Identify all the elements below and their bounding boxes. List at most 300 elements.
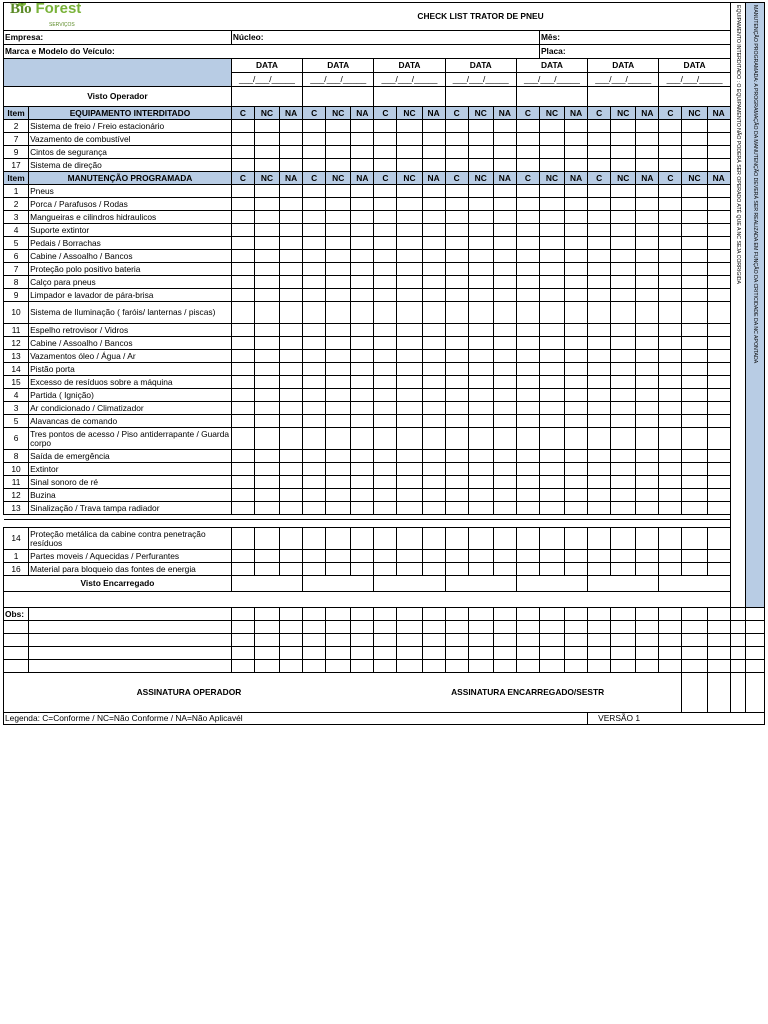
check-cell[interactable] (516, 211, 539, 224)
check-cell[interactable] (659, 120, 682, 133)
obs-input[interactable] (29, 634, 232, 647)
check-cell[interactable] (422, 528, 445, 550)
obs-cell[interactable] (280, 660, 303, 673)
check-cell[interactable] (422, 302, 445, 324)
check-cell[interactable] (280, 402, 303, 415)
check-cell[interactable] (516, 528, 539, 550)
obs-cell[interactable] (326, 608, 351, 621)
check-cell[interactable] (231, 211, 254, 224)
check-cell[interactable] (280, 376, 303, 389)
check-cell[interactable] (374, 528, 397, 550)
check-cell[interactable] (254, 237, 279, 250)
check-cell[interactable] (280, 198, 303, 211)
check-cell[interactable] (254, 185, 279, 198)
check-cell[interactable] (351, 337, 374, 350)
check-cell[interactable] (493, 350, 516, 363)
check-cell[interactable] (565, 389, 588, 402)
check-cell[interactable] (422, 276, 445, 289)
check-cell[interactable] (326, 198, 351, 211)
check-cell[interactable] (326, 237, 351, 250)
check-cell[interactable] (565, 211, 588, 224)
check-cell[interactable] (493, 389, 516, 402)
check-cell[interactable] (303, 463, 326, 476)
visto-encarregado-cell[interactable] (588, 576, 659, 592)
check-cell[interactable] (351, 276, 374, 289)
check-cell[interactable] (539, 302, 564, 324)
obs-cell[interactable] (730, 660, 745, 673)
check-cell[interactable] (422, 463, 445, 476)
obs-input[interactable] (29, 647, 232, 660)
check-cell[interactable] (280, 363, 303, 376)
check-cell[interactable] (445, 302, 468, 324)
check-cell[interactable] (374, 185, 397, 198)
check-cell[interactable] (565, 250, 588, 263)
check-cell[interactable] (636, 476, 659, 489)
obs-cell[interactable] (326, 621, 351, 634)
signature-operador[interactable]: ASSINATURA OPERADOR (4, 673, 374, 713)
obs-cell[interactable] (493, 634, 516, 647)
check-cell[interactable] (280, 302, 303, 324)
check-cell[interactable] (351, 415, 374, 428)
check-cell[interactable] (516, 363, 539, 376)
check-cell[interactable] (445, 463, 468, 476)
check-cell[interactable] (468, 120, 493, 133)
check-cell[interactable] (611, 120, 636, 133)
check-cell[interactable] (539, 502, 564, 515)
check-cell[interactable] (707, 450, 730, 463)
check-cell[interactable] (374, 463, 397, 476)
check-cell[interactable] (565, 276, 588, 289)
check-cell[interactable] (351, 263, 374, 276)
check-cell[interactable] (445, 428, 468, 450)
check-cell[interactable] (565, 302, 588, 324)
check-cell[interactable] (326, 502, 351, 515)
check-cell[interactable] (611, 133, 636, 146)
check-cell[interactable] (588, 428, 611, 450)
obs-cell[interactable] (303, 634, 326, 647)
check-cell[interactable] (326, 337, 351, 350)
check-cell[interactable] (422, 237, 445, 250)
check-cell[interactable] (493, 263, 516, 276)
check-cell[interactable] (374, 350, 397, 363)
check-cell[interactable] (611, 185, 636, 198)
check-cell[interactable] (516, 120, 539, 133)
obs-cell[interactable] (231, 660, 254, 673)
check-cell[interactable] (707, 185, 730, 198)
check-cell[interactable] (303, 276, 326, 289)
check-cell[interactable] (422, 376, 445, 389)
check-cell[interactable] (397, 363, 422, 376)
check-cell[interactable] (588, 185, 611, 198)
check-cell[interactable] (280, 489, 303, 502)
check-cell[interactable] (422, 289, 445, 302)
check-cell[interactable] (682, 415, 707, 428)
check-cell[interactable] (707, 133, 730, 146)
obs-cell[interactable] (493, 660, 516, 673)
obs-cell[interactable] (707, 660, 730, 673)
mes-field[interactable]: Mês: (539, 31, 730, 45)
check-cell[interactable] (280, 250, 303, 263)
check-cell[interactable] (351, 450, 374, 463)
check-cell[interactable] (682, 363, 707, 376)
obs-cell[interactable] (745, 621, 764, 634)
check-cell[interactable] (280, 276, 303, 289)
check-cell[interactable] (636, 185, 659, 198)
check-cell[interactable] (539, 250, 564, 263)
obs-cell[interactable] (611, 647, 636, 660)
check-cell[interactable] (611, 250, 636, 263)
check-cell[interactable] (493, 237, 516, 250)
check-cell[interactable] (659, 324, 682, 337)
check-cell[interactable] (326, 146, 351, 159)
check-cell[interactable] (682, 350, 707, 363)
check-cell[interactable] (565, 415, 588, 428)
visto-encarregado-cell[interactable] (303, 576, 374, 592)
check-cell[interactable] (280, 463, 303, 476)
check-cell[interactable] (588, 302, 611, 324)
check-cell[interactable] (326, 363, 351, 376)
check-cell[interactable] (659, 463, 682, 476)
check-cell[interactable] (254, 402, 279, 415)
obs-cell[interactable] (516, 647, 539, 660)
check-cell[interactable] (565, 159, 588, 172)
obs-cell[interactable] (254, 621, 279, 634)
check-cell[interactable] (493, 376, 516, 389)
check-cell[interactable] (374, 363, 397, 376)
check-cell[interactable] (659, 450, 682, 463)
obs-cell[interactable] (280, 634, 303, 647)
check-cell[interactable] (280, 159, 303, 172)
check-cell[interactable] (493, 120, 516, 133)
check-cell[interactable] (303, 350, 326, 363)
obs-cell[interactable] (516, 660, 539, 673)
check-cell[interactable] (493, 146, 516, 159)
check-cell[interactable] (611, 502, 636, 515)
check-cell[interactable] (493, 324, 516, 337)
check-cell[interactable] (254, 276, 279, 289)
check-cell[interactable] (254, 363, 279, 376)
check-cell[interactable] (468, 324, 493, 337)
check-cell[interactable] (231, 302, 254, 324)
check-cell[interactable] (231, 363, 254, 376)
check-cell[interactable] (588, 563, 611, 576)
check-cell[interactable] (493, 198, 516, 211)
check-cell[interactable] (231, 159, 254, 172)
check-cell[interactable] (397, 324, 422, 337)
check-cell[interactable] (493, 159, 516, 172)
check-cell[interactable] (303, 289, 326, 302)
obs-cell[interactable] (280, 647, 303, 660)
check-cell[interactable] (397, 198, 422, 211)
check-cell[interactable] (374, 337, 397, 350)
obs-cell[interactable] (588, 634, 611, 647)
check-cell[interactable] (565, 146, 588, 159)
obs-cell[interactable] (397, 647, 422, 660)
visto-operador-cell[interactable] (445, 87, 516, 107)
check-cell[interactable] (351, 550, 374, 563)
check-cell[interactable] (468, 337, 493, 350)
check-cell[interactable] (422, 211, 445, 224)
check-cell[interactable] (636, 302, 659, 324)
check-cell[interactable] (303, 450, 326, 463)
check-cell[interactable] (682, 250, 707, 263)
obs-cell[interactable] (539, 647, 564, 660)
obs-cell[interactable] (351, 634, 374, 647)
check-cell[interactable] (588, 350, 611, 363)
check-cell[interactable] (422, 324, 445, 337)
check-cell[interactable] (303, 337, 326, 350)
obs-cell[interactable] (254, 608, 279, 621)
obs-cell[interactable] (745, 660, 764, 673)
check-cell[interactable] (707, 376, 730, 389)
check-cell[interactable] (565, 198, 588, 211)
check-cell[interactable] (539, 276, 564, 289)
obs-cell[interactable] (539, 660, 564, 673)
check-cell[interactable] (445, 237, 468, 250)
check-cell[interactable] (303, 198, 326, 211)
check-cell[interactable] (280, 450, 303, 463)
check-cell[interactable] (280, 337, 303, 350)
obs-cell[interactable] (231, 634, 254, 647)
check-cell[interactable] (682, 159, 707, 172)
check-cell[interactable] (254, 463, 279, 476)
check-cell[interactable] (397, 337, 422, 350)
check-cell[interactable] (445, 133, 468, 146)
check-cell[interactable] (254, 528, 279, 550)
check-cell[interactable] (422, 476, 445, 489)
check-cell[interactable] (565, 563, 588, 576)
check-cell[interactable] (493, 463, 516, 476)
check-cell[interactable] (516, 237, 539, 250)
obs-cell[interactable] (374, 608, 397, 621)
check-cell[interactable] (326, 463, 351, 476)
check-cell[interactable] (588, 450, 611, 463)
check-cell[interactable] (280, 476, 303, 489)
check-cell[interactable] (280, 146, 303, 159)
check-cell[interactable] (374, 476, 397, 489)
visto-encarregado-cell[interactable] (231, 576, 302, 592)
check-cell[interactable] (397, 376, 422, 389)
check-cell[interactable] (636, 528, 659, 550)
visto-operador-cell[interactable] (588, 87, 659, 107)
check-cell[interactable] (682, 563, 707, 576)
check-cell[interactable] (397, 563, 422, 576)
check-cell[interactable] (303, 224, 326, 237)
check-cell[interactable] (445, 415, 468, 428)
check-cell[interactable] (303, 324, 326, 337)
check-cell[interactable] (539, 350, 564, 363)
check-cell[interactable] (445, 450, 468, 463)
check-cell[interactable] (231, 120, 254, 133)
check-cell[interactable] (516, 376, 539, 389)
check-cell[interactable] (516, 324, 539, 337)
check-cell[interactable] (445, 185, 468, 198)
check-cell[interactable] (397, 237, 422, 250)
check-cell[interactable] (707, 211, 730, 224)
check-cell[interactable] (565, 463, 588, 476)
signature-encarregado[interactable]: ASSINATURA ENCARREGADO/SESTR (374, 673, 682, 713)
check-cell[interactable] (611, 476, 636, 489)
obs-cell[interactable] (516, 621, 539, 634)
check-cell[interactable] (539, 450, 564, 463)
check-cell[interactable] (539, 224, 564, 237)
obs-cell[interactable] (745, 634, 764, 647)
check-cell[interactable] (303, 428, 326, 450)
check-cell[interactable] (254, 563, 279, 576)
check-cell[interactable] (326, 120, 351, 133)
check-cell[interactable] (516, 337, 539, 350)
check-cell[interactable] (636, 337, 659, 350)
check-cell[interactable] (231, 463, 254, 476)
empresa-field[interactable]: Empresa: (4, 31, 232, 45)
check-cell[interactable] (351, 224, 374, 237)
check-cell[interactable] (326, 528, 351, 550)
obs-cell[interactable] (254, 634, 279, 647)
obs-cell[interactable] (611, 621, 636, 634)
check-cell[interactable] (231, 350, 254, 363)
check-cell[interactable] (611, 198, 636, 211)
check-cell[interactable] (254, 337, 279, 350)
check-cell[interactable] (659, 350, 682, 363)
check-cell[interactable] (707, 428, 730, 450)
check-cell[interactable] (351, 350, 374, 363)
check-cell[interactable] (422, 198, 445, 211)
check-cell[interactable] (326, 450, 351, 463)
check-cell[interactable] (659, 302, 682, 324)
check-cell[interactable] (397, 350, 422, 363)
check-cell[interactable] (539, 120, 564, 133)
obs-input[interactable] (29, 660, 232, 673)
visto-operador-cell[interactable] (374, 87, 445, 107)
check-cell[interactable] (611, 463, 636, 476)
check-cell[interactable] (254, 198, 279, 211)
check-cell[interactable] (351, 133, 374, 146)
check-cell[interactable] (516, 263, 539, 276)
check-cell[interactable] (611, 389, 636, 402)
obs-cell[interactable] (730, 608, 745, 621)
check-cell[interactable] (445, 550, 468, 563)
check-cell[interactable] (445, 350, 468, 363)
check-cell[interactable] (280, 120, 303, 133)
check-cell[interactable] (682, 376, 707, 389)
check-cell[interactable] (351, 489, 374, 502)
check-cell[interactable] (468, 376, 493, 389)
check-cell[interactable] (539, 146, 564, 159)
obs-cell[interactable] (682, 608, 707, 621)
check-cell[interactable] (539, 185, 564, 198)
check-cell[interactable] (493, 185, 516, 198)
obs-cell[interactable] (707, 634, 730, 647)
obs-input[interactable] (29, 608, 232, 621)
check-cell[interactable] (565, 337, 588, 350)
obs-cell[interactable] (231, 608, 254, 621)
check-cell[interactable] (468, 211, 493, 224)
check-cell[interactable] (303, 237, 326, 250)
check-cell[interactable] (468, 563, 493, 576)
obs-cell[interactable] (730, 647, 745, 660)
check-cell[interactable] (374, 133, 397, 146)
obs-cell[interactable] (565, 647, 588, 660)
obs-cell[interactable] (254, 660, 279, 673)
check-cell[interactable] (636, 276, 659, 289)
check-cell[interactable] (397, 120, 422, 133)
obs-cell[interactable] (422, 660, 445, 673)
check-cell[interactable] (397, 133, 422, 146)
check-cell[interactable] (468, 476, 493, 489)
check-cell[interactable] (659, 476, 682, 489)
obs-cell[interactable] (468, 660, 493, 673)
obs-cell[interactable] (422, 621, 445, 634)
check-cell[interactable] (397, 428, 422, 450)
check-cell[interactable] (588, 133, 611, 146)
check-cell[interactable] (707, 146, 730, 159)
check-cell[interactable] (588, 337, 611, 350)
check-cell[interactable] (422, 337, 445, 350)
check-cell[interactable] (374, 224, 397, 237)
check-cell[interactable] (636, 363, 659, 376)
obs-cell[interactable] (636, 621, 659, 634)
check-cell[interactable] (493, 450, 516, 463)
check-cell[interactable] (707, 159, 730, 172)
check-cell[interactable] (397, 502, 422, 515)
check-cell[interactable] (516, 389, 539, 402)
check-cell[interactable] (659, 198, 682, 211)
check-cell[interactable] (303, 250, 326, 263)
obs-cell[interactable] (636, 647, 659, 660)
check-cell[interactable] (326, 489, 351, 502)
check-cell[interactable] (351, 363, 374, 376)
check-cell[interactable] (254, 389, 279, 402)
check-cell[interactable] (351, 237, 374, 250)
check-cell[interactable] (659, 563, 682, 576)
check-cell[interactable] (351, 389, 374, 402)
check-cell[interactable] (422, 263, 445, 276)
check-cell[interactable] (326, 133, 351, 146)
obs-cell[interactable] (493, 621, 516, 634)
check-cell[interactable] (468, 198, 493, 211)
check-cell[interactable] (422, 389, 445, 402)
check-cell[interactable] (231, 224, 254, 237)
check-cell[interactable] (397, 289, 422, 302)
check-cell[interactable] (493, 211, 516, 224)
check-cell[interactable] (231, 528, 254, 550)
check-cell[interactable] (445, 489, 468, 502)
check-cell[interactable] (303, 185, 326, 198)
check-cell[interactable] (659, 211, 682, 224)
check-cell[interactable] (231, 550, 254, 563)
check-cell[interactable] (374, 450, 397, 463)
check-cell[interactable] (303, 159, 326, 172)
check-cell[interactable] (539, 159, 564, 172)
check-cell[interactable] (636, 324, 659, 337)
check-cell[interactable] (516, 550, 539, 563)
check-cell[interactable] (682, 450, 707, 463)
check-cell[interactable] (326, 402, 351, 415)
check-cell[interactable] (588, 389, 611, 402)
obs-cell[interactable] (565, 660, 588, 673)
check-cell[interactable] (445, 476, 468, 489)
check-cell[interactable] (254, 428, 279, 450)
check-cell[interactable] (539, 415, 564, 428)
check-cell[interactable] (493, 250, 516, 263)
check-cell[interactable] (636, 450, 659, 463)
check-cell[interactable] (254, 289, 279, 302)
check-cell[interactable] (611, 376, 636, 389)
signature-cell[interactable] (730, 673, 745, 713)
check-cell[interactable] (254, 502, 279, 515)
check-cell[interactable] (682, 146, 707, 159)
check-cell[interactable] (659, 489, 682, 502)
